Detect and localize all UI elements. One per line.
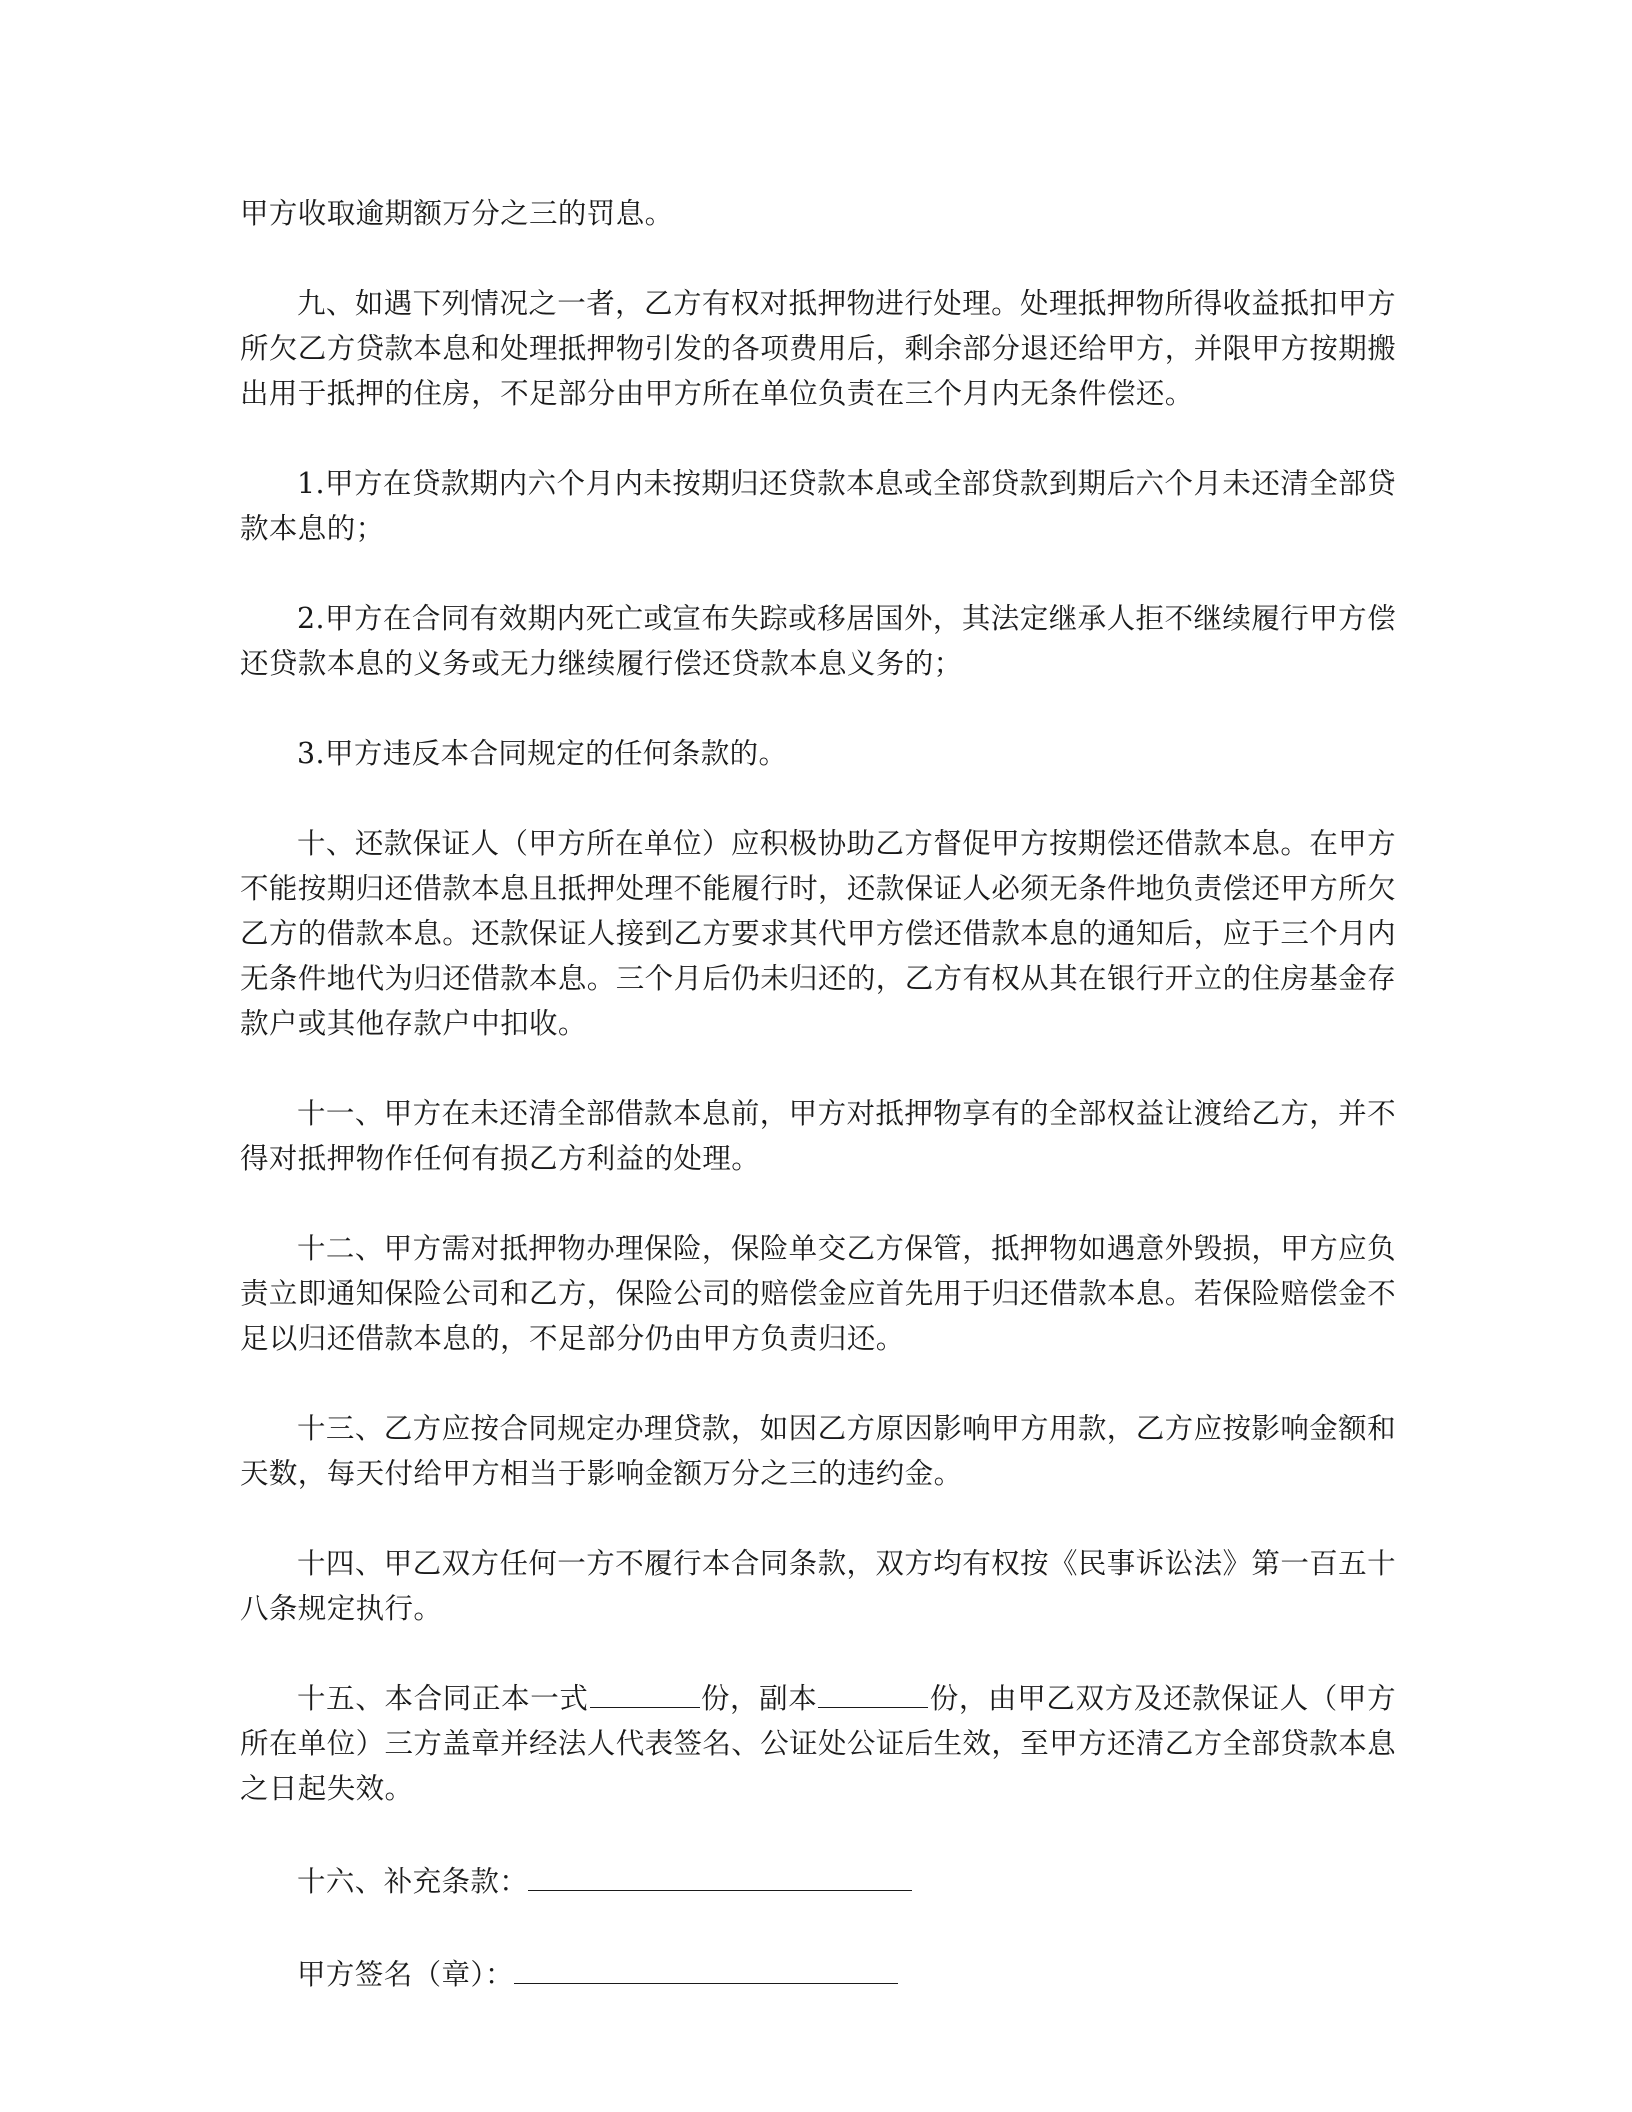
paragraph-clause-14: 十四、甲乙双方任何一方不履行本合同条款，双方均有权按《民事诉讼法》第一百五十八条规定执行。 xyxy=(240,1547,1396,1625)
supplement-clause-row xyxy=(240,1856,1396,1904)
paragraph-clause-10: 十、还款保证人（甲方所在单位）应积极协助乙方督促甲方按期偿还借款本息。在甲方不能按期归还借款本息且抵押处理不能履行时，还款保证人必须无条件地负责偿还甲方所欠乙方的借款本息。还款保证人接到乙方要求其代甲方偿还借款本息的通知后，应于三个月内无条件地代为归还借款本息。三个月后仍未归还的，乙方有权从其在银行开立的住房基金存款户或其他存款户中扣收。 xyxy=(240,827,1397,1040)
clause-15-text-part1: 十五、本合同正本一式 xyxy=(297,1682,589,1715)
document-body xyxy=(240,191,1396,2042)
original-copies-blank[interactable] xyxy=(590,1677,700,1708)
supplement-clause-blank[interactable] xyxy=(528,1856,912,1891)
clause-15-text-part2: 份，副本 xyxy=(700,1682,818,1715)
paragraph-clause-9-item-2: 2.甲方在合同有效期内死亡或宣布失踪或移居国外，其法定继承人拒不继续履行甲方偿还贷款本息的义务或无力继续履行偿还贷款本息义务的； xyxy=(240,602,1396,680)
party-a-signature-blank[interactable] xyxy=(514,1949,898,1984)
duplicate-copies-blank[interactable] xyxy=(818,1677,928,1708)
paragraph-clause-9-item-1: 1.甲方在贷款期内六个月内未按期归还贷款本息或全部贷款到期后六个月未还清全部贷款本息的； xyxy=(240,467,1396,545)
clause-15-text-part3: 份，由甲乙双方及还款保证人（甲方所在单位）三方盖章并经法人代表签名、公证处公证后生效，至甲方还清乙方全部贷款本息之日起失效。 xyxy=(240,1682,1397,1805)
paragraph-clause-11: 十一、甲方在未还清全部借款本息前，甲方对抵押物享有的全部权益让渡给乙方，并不得对抵押物作任何有损乙方利益的处理。 xyxy=(240,1097,1396,1175)
supplement-clause-label: 十六、补充条款： xyxy=(297,1865,529,1898)
party-a-signature-label: 甲方签名（章）： xyxy=(297,1958,514,1991)
paragraph-clause-9-item-3: 3.甲方违反本合同规定的任何条款的。 xyxy=(297,737,788,770)
paragraph-clause-12: 十二、甲方需对抵押物办理保险，保险单交乙方保管，抵押物如遇意外毁损，甲方应负责立即通知保险公司和乙方，保险公司的赔偿金应首先用于归还借款本息。若保险赔偿金不足以归还借款本息的，不足部分仍由甲方负责归还。 xyxy=(240,1232,1397,1355)
paragraph-clause-13: 十三、乙方应按合同规定办理贷款，如因乙方原因影响甲方用款，乙方应按影响金额和天数，每天付给甲方相当于影响金额万分之三的违约金。 xyxy=(240,1412,1396,1490)
paragraph-clause-15 xyxy=(240,1676,1396,1811)
paragraph-clause-9: 九、如遇下列情况之一者，乙方有权对抵押物进行处理。处理抵押物所得收益抵扣甲方所欠乙方贷款本息和处理抵押物引发的各项费用后，剩余部分退还给甲方，并限甲方按期搬出用于抵押的住房，不足部分由甲方所在单位负责在三个月内无条件偿还。 xyxy=(240,287,1397,410)
paragraph-penalty-interest: 甲方收取逾期额万分之三的罚息。 xyxy=(240,197,674,230)
party-a-signature-row xyxy=(240,1949,1396,1997)
